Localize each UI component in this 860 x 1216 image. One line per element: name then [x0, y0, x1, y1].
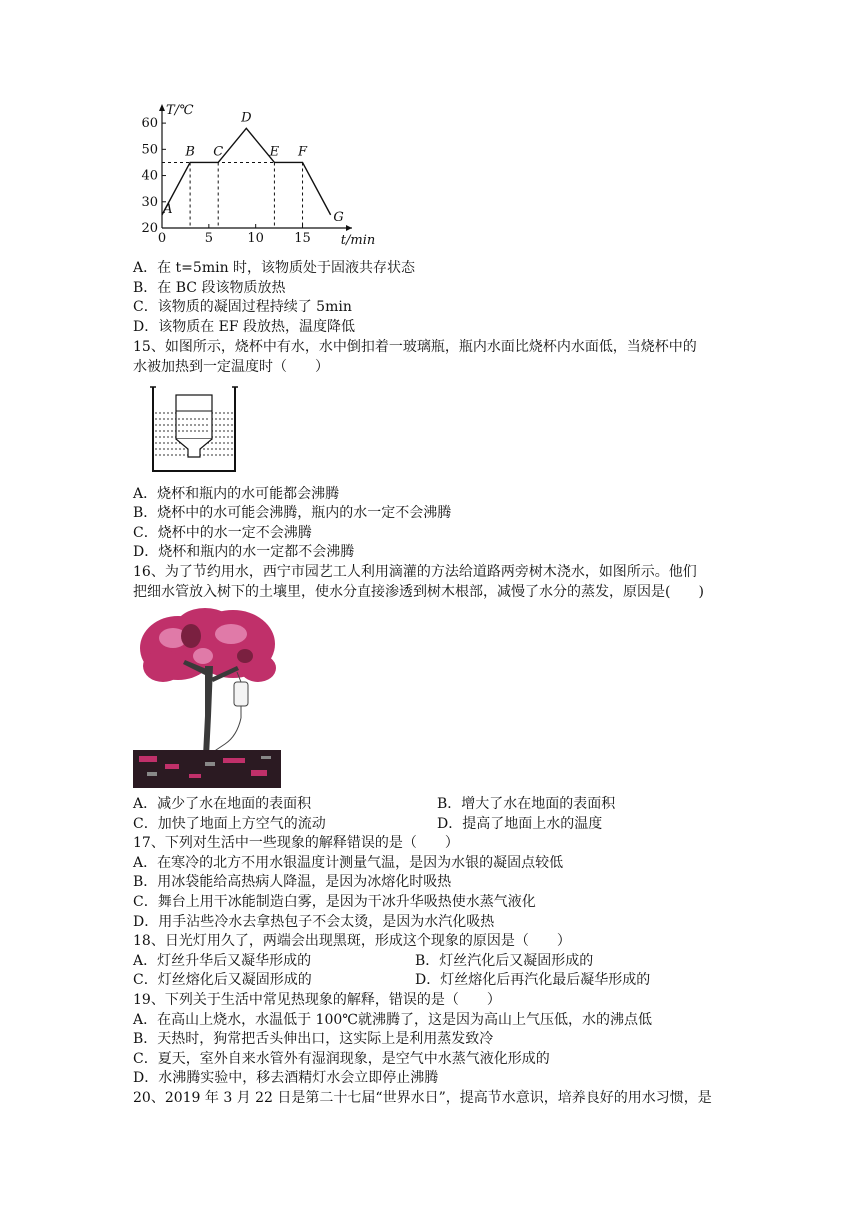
q20-stem-line-1: 20、2019 年 3 月 22 日是第二十七届“世界水日”，提高节水意识，培养良好的用水习惯，是 — [133, 1090, 712, 1106]
q15-option-b: B．烧杯中的水可能会沸腾，瓶内的水一定不会沸腾 — [133, 505, 452, 521]
y-tick-label: 40 — [141, 168, 158, 184]
q17-stem: 17、下列对生活中一些现象的解释错误的是（ ） — [133, 835, 459, 851]
x-tick-label: 5 — [204, 231, 213, 246]
q17-option-c: C．舞台上用干冰能制造白雾，是因为干冰升华吸热使水蒸气液化 — [133, 894, 536, 910]
q15-option-c: C．烧杯中的水一定不会沸腾 — [133, 525, 312, 541]
q17-option-a: A．在寒冷的北方不用水银温度计测量气温，是因为水银的凝固点较低 — [133, 855, 564, 871]
y-tick-label: 50 — [141, 142, 158, 158]
q16-option-a: A．减少了水在地面的表面积 — [133, 796, 312, 812]
x-tick-label: 10 — [247, 231, 264, 246]
point-label-d: D — [241, 110, 252, 126]
q18-option-b: B．灯丝汽化后又凝固形成的 — [415, 953, 594, 969]
point-label-b: B — [185, 144, 195, 160]
q16-stem-line-2: 把细水管放入树下的土壤里，使水分直接渗透到树木根部，减慢了水分的蒸发，原因是( ) — [133, 584, 704, 600]
q17-option-b: B．用冰袋能给高热病人降温，是因为冰熔化时吸热 — [133, 874, 452, 890]
q18-stem: 18、日光灯用久了，两端会出现黑斑，形成这个现象的原因是（ ） — [133, 933, 571, 949]
temperature-time-chart — [130, 100, 376, 250]
y-axis-arrow — [159, 104, 165, 111]
y-tick-label: 30 — [141, 194, 158, 210]
temperature-line — [162, 128, 331, 215]
q19-option-a: A．在高山上烧水，水温低于 100℃就沸腾了，这是因为高山上气压低，水的沸点低 — [133, 1012, 652, 1028]
point-label-c: C — [213, 144, 224, 160]
drip-irrigation-tree-figure — [133, 606, 281, 788]
q16-option-c: C．加快了地面上方空气的流动 — [133, 816, 326, 832]
y-tick-label: 60 — [141, 116, 158, 132]
y-axis-label: T/℃ — [166, 103, 194, 118]
x-axis-arrow — [346, 225, 352, 231]
q19-option-c: C．夏天，室外自来水管外有湿润现象，是空气中水蒸气液化形成的 — [133, 1051, 550, 1067]
y-tick-label: 20 — [141, 221, 158, 236]
q16-stem-line-1: 16、为了节约用水，西宁市园艺工人利用滴灌的方法给道路两旁树木浇水，如图所示。他们 — [133, 564, 697, 580]
x-tick-label: 15 — [294, 231, 311, 246]
q19-option-b: B．天热时，狗常把舌头伸出口，这实际上是利用蒸发致冷 — [133, 1031, 494, 1047]
point-label-g: G — [333, 209, 344, 225]
q16-option-d: D．提高了地面上水的温度 — [437, 816, 603, 832]
beaker-with-inverted-bottle-figure — [150, 383, 238, 475]
point-label-f: F — [298, 144, 308, 160]
q19-stem: 19、下列关于生活中常见热现象的解释，错误的是（ ） — [133, 992, 501, 1008]
q18-option-d: D．灯丝熔化后再汽化最后凝华形成的 — [415, 972, 651, 988]
q14-option-b: B．在 BC 段该物质放热 — [133, 280, 286, 296]
q16-option-b: B．增大了水在地面的表面积 — [437, 796, 616, 812]
point-label-a: A — [163, 201, 173, 217]
q14-option-d: D．该物质在 EF 段放热，温度降低 — [133, 319, 356, 335]
q19-option-d: D．水沸腾实验中，移去酒精灯水会立即停止沸腾 — [133, 1070, 439, 1086]
q15-option-a: A．烧杯和瓶内的水可能都会沸腾 — [133, 486, 340, 502]
q15-option-d: D．烧杯和瓶内的水一定都不会沸腾 — [133, 544, 355, 560]
q17-option-d: D．用手沾些冷水去拿热包子不会太烫，是因为水汽化吸热 — [133, 914, 495, 930]
q15-stem-line-2: 水被加热到一定温度时（ ） — [133, 359, 329, 375]
x-axis-label: t/min — [340, 233, 376, 248]
point-label-e: E — [269, 144, 280, 160]
q14-option-a: A．在 t=5min 时，该物质处于固液共存状态 — [133, 260, 416, 276]
x-tick-label: 0 — [157, 231, 167, 246]
q15-stem-line-1: 15、如图所示，烧杯中有水，水中倒扣着一玻璃瓶，瓶内水面比烧杯内水面低，当烧杯中的 — [133, 339, 697, 355]
q18-option-c: C．灯丝熔化后又凝固形成的 — [133, 972, 312, 988]
q14-option-c: C．该物质的凝固过程持续了 5min — [133, 299, 352, 315]
q18-option-a: A．灯丝升华后又凝华形成的 — [133, 953, 312, 969]
